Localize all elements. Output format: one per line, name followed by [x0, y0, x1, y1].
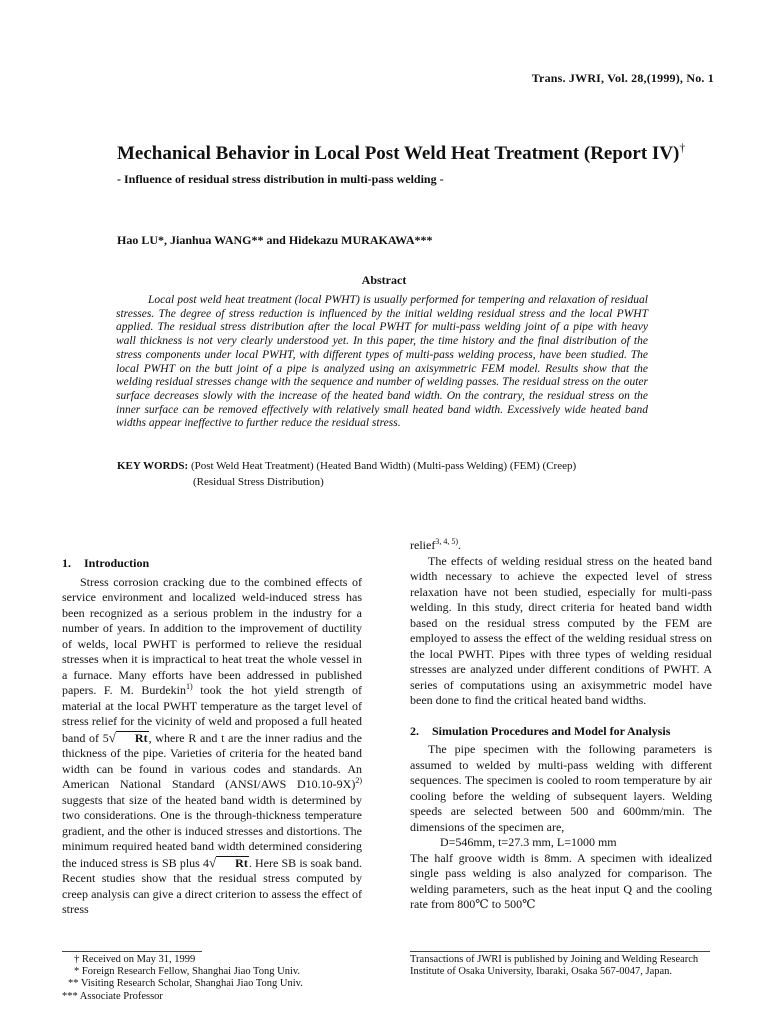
- publisher-note: Transactions of JWRI is published by Joining and Welding Research Institute of Osaka University, Ibaraki, Osaka 567-0047, Japan.: [410, 954, 699, 978]
- footnote-1: * Foreign Research Fellow, Shanghai Jiao Tong Univ.: [74, 966, 301, 978]
- continuation-line: [410, 538, 712, 554]
- left-column: [62, 556, 362, 918]
- intro-text-b: took the hot yield strength of material at the local PWHT temperature as the target level of stress relief for the vicinity of weld and proposed a full heated band of 5: [62, 683, 362, 745]
- sqrt-icon: √: [209, 854, 217, 870]
- intro-paragraph-2: The effects of welding residual stress on the heated band width necessary to achieve the expected level of stress relaxation have not been studied, especially for multi-pass welding. In this study, direct criteria for heated band width based on the residual stress computed by the FEM are employed to assess the effect of the welding residual stress on the local PWHT. Pipes with three types of welding residual stresses are analyzed under different conditions of PWHT. A series of computations using an axisymmetric model have been done to find the critical heated band widths.: [410, 553, 712, 707]
- section-2-number: 2.: [410, 723, 419, 738]
- intro-text-d: suggests that size of the heated band width is determined by two considerations. One is the through-thickness temperature gradient, and the other is induced stresses and distortions. The minimum required heated band width determined considering the induced stress is SB plus 4: [62, 792, 362, 870]
- footnote-3: *** Associate Professor: [62, 990, 163, 1002]
- continuation-text: relief: [410, 538, 436, 552]
- abstract-heading: Abstract: [361, 273, 407, 287]
- footnote-divider-right: [410, 951, 710, 952]
- footnote-divider-left: [62, 951, 202, 952]
- footnotes-left: [62, 954, 372, 1003]
- abstract-body: Local post weld heat treatment (local PWHT) is usually performed for tempering and relaxation of residual stresses. The degree of stress reduction is influenced by the initial welding residual stress and the local PWHT applied. The residual stress distribution after the local PWHT for multi-pass welding joint of a pipe with heavy wall thickness is not very clearly understood yet. In this paper, the time history and the final distribution of the stress components under local PWHT, with different types of multi-pass welding process, have been studied. The local PWHT on the butt joint of a pipe is analyzed using an axisymmetric FEM model. Results show that the welding residual stresses change with the sequence and number of welding passes. The residual stress on the outer surface decreases slowly with the increase of the heated band width. On the contrary, the residual stress on the inner surface can be removed effectively with relatively small heated band width. Excessively wide heated band widths appear ineffective to further reduce the residual stress.: [116, 294, 648, 430]
- intro-text-c: , where R and t are the inner radius and the thickness of the pipe. Varieties of criteria for the heated band width can be found in various codes and standards. An American National Standard (ANSI/AWS D10.10-9X): [62, 730, 362, 791]
- title-dagger: †: [679, 140, 686, 155]
- specimen-dimensions: D=546mm, t=27.3 mm, L=1000 mm: [440, 835, 617, 849]
- intro-text-a: Stress corrosion cracking due to the combined effects of service environment and localized weld-induced stress has been recognized as a serious problem in the industry for a number of years. In addition to the improvement of ductility of welds, local PWHT is performed to relieve the residual stresses when it is impractical to heat treat the whole vessel in a furnace. Many efforts have been addressed in published papers. F. M. Burdekin: [62, 574, 362, 697]
- introduction-paragraph: [62, 575, 362, 918]
- paper-title: [117, 140, 717, 168]
- section-2-heading: [410, 724, 712, 740]
- section-1-title: Introduction: [84, 556, 150, 570]
- sqrt-icon: √: [108, 729, 116, 745]
- section-1-number: 1.: [62, 556, 71, 570]
- sqrt-rt-1: Rt: [116, 731, 149, 745]
- section-2-paragraph-1: The pipe specimen with the following parameters is assumed to welded by multi-pass welding with different sequences. The specimen is cooled to room temperature by air cooling before the welding of subsequent layers. Welding speeds are selected between 500 and 600mm/min. The dimensions of the specimen are,: [410, 742, 712, 834]
- journal-reference: Trans. JWRI, Vol. 28,(1999), No. 1: [531, 71, 714, 85]
- authors-line: Hao LU*, Jianhua WANG** and Hidekazu MURAKAWA***: [117, 233, 433, 247]
- citation-1: 1): [186, 682, 193, 691]
- keywords-line-1: (Post Weld Heat Treatment) (Heated Band Width) (Multi-pass Welding) (FEM) (Creep): [190, 460, 577, 472]
- intro-text-e: . Here SB is soak band. Recent studies show that the residual stress computed by creep analysis can give a direct criterion to assess the effect of stress: [62, 855, 362, 916]
- paper-subtitle: - Influence of residual stress distribution in multi-pass welding -: [117, 172, 444, 186]
- keywords-block: [117, 458, 637, 490]
- section-2-paragraph-2: The half groove width is 8mm. A specimen with idealized single pass welding is also analyzed for comparison. The welding parameters, such as the heat input Q and the cooling rate from 800℃ to 500℃: [410, 850, 712, 911]
- keywords-line-2: (Residual Stress Distribution): [193, 476, 324, 488]
- right-column: [410, 538, 712, 913]
- paper-title-text: Mechanical Behavior in Local Post Weld Heat Treatment (Report IV): [117, 143, 680, 164]
- sqrt-rt-2: Rt: [216, 856, 249, 870]
- footnote-2: ** Visiting Research Scholar, Shanghai Jiao Tong Univ.: [68, 978, 303, 990]
- footnote-received: † Received on May 31, 1999: [74, 954, 196, 965]
- section-2-title: Simulation Procedures and Model for Analysis: [432, 723, 671, 738]
- continuation-end: .: [457, 538, 461, 552]
- citation-2: 2): [355, 776, 362, 785]
- keywords-label: KEY WORDS:: [117, 460, 189, 472]
- citation-3-5: 3, 4, 5): [435, 537, 458, 546]
- section-1-heading: [62, 556, 362, 572]
